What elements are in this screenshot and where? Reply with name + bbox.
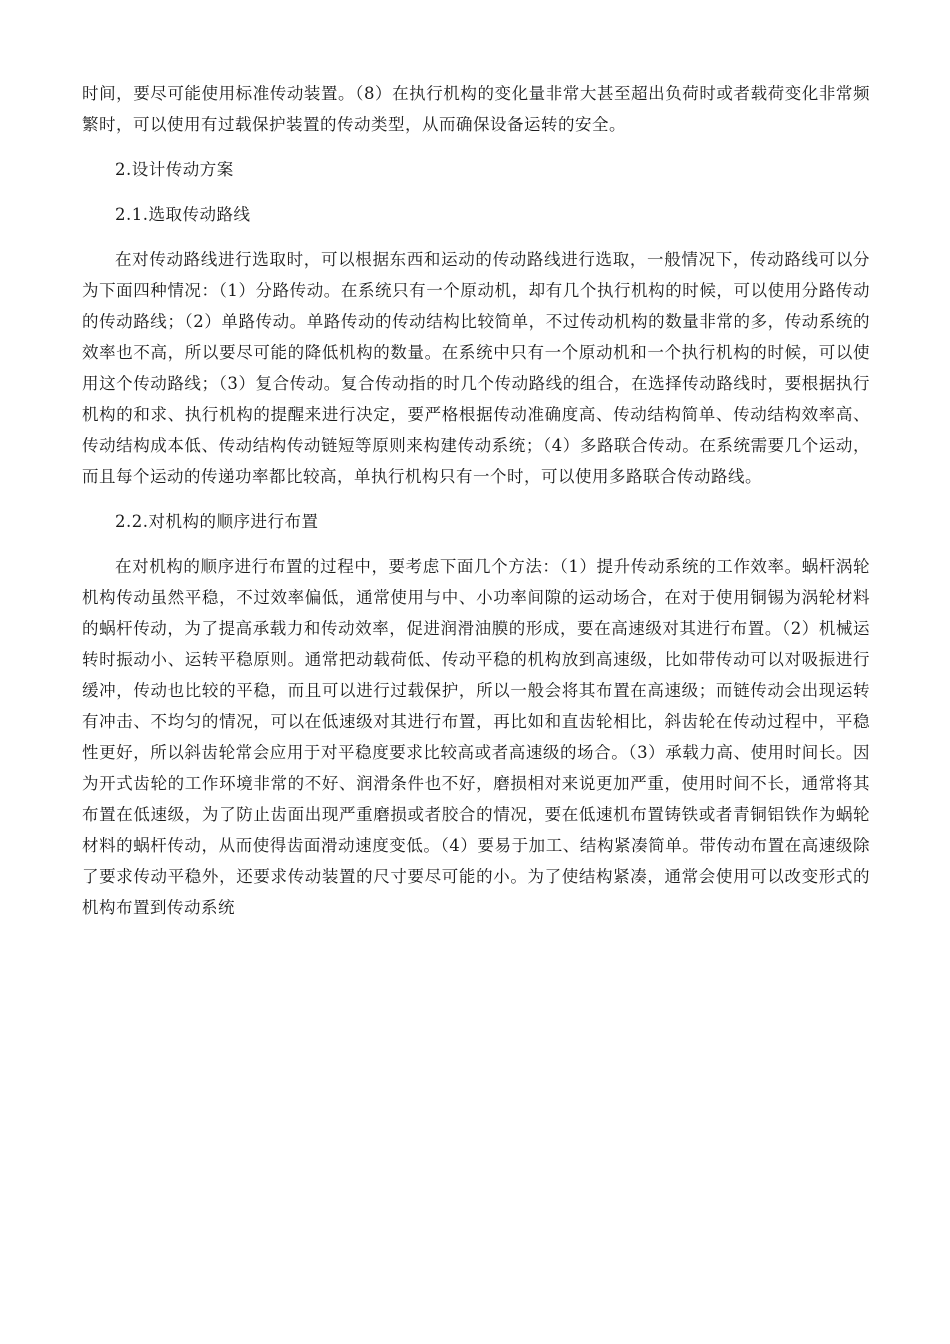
document-page (82, 78, 870, 937)
paragraph-transmission-routes: 在对传动路线进行选取时，可以根据东西和运动的传动路线进行选取，一般情况下，传动路线可以分为下面四种情况：（1）分路传动。在系统只有一个原动机，却有几个执行机构的时候，可以使用分路传动的传动路线；（2）单路传动。单路传动的传动结构比较简单，不过传动机构的数量非常的多，传动系统的效率也不高，所以要尽可能的降低机构的数量。在系统中只有一个原动机和一个执行机构的时候，可以使用这个传动路线；（3）复合传动。复合传动指的时几个传动路线的组合，在选择传动路线时，要根据执行机构的和求、执行机构的提醒来进行决定，要严格根据传动准确度高、传动结构简单、传动结构效率高、传动结构成本低、传动结构传动链短等原则来构建传动系统；（4）多路联合传动。在系统需要几个运动，而且每个运动的传递功率都比较高，单执行机构只有一个时，可以使用多路联合传动路线。 (82, 250, 870, 486)
paragraph-continuation: 时间，要尽可能使用标准传动装置。（8）在执行机构的变化量非常大甚至超出负荷时或者载荷变化非常频繁时，可以使用有过载保护装置的传动类型，从而确保设备运转的安全。 (82, 84, 870, 134)
subsection-heading-2-1: 2.1.选取传动路线 (115, 205, 251, 224)
section-heading-2: 2.设计传动方案 (115, 160, 234, 179)
paragraph-mechanism-order: 在对机构的顺序进行布置的过程中，要考虑下面几个方法：（1）提升传动系统的工作效率。蜗杆涡轮机构传动虽然平稳，不过效率偏低，通常使用与中、小功率间隙的运动场合，在对于使用铜锡为涡轮材料的蜗杆传动，为了提高承载力和传动效率，促进润滑油膜的形成，要在高速级对其进行布置。（2）机械运转时振动小、运转平稳原则。通常把动载荷低、传动平稳的机构放到高速级，比如带传动可以对吸振进行缓冲，传动也比较的平稳，而且可以进行过载保护，所以一般会将其布置在高速级；而链传动会出现运转有冲击、不均匀的情况，可以在低速级对其进行布置，再比如和直齿轮相比，斜齿轮在传动过程中，平稳性更好，所以斜齿轮常会应用于对平稳度要求比较高或者高速级的场合。（3）承载力高、使用时间长。因为开式齿轮的工作环境非常的不好、润滑条件也不好，磨损相对来说更加严重，使用时间不长，通常将其布置在低速级，为了防止齿面出现严重磨损或者胶合的情况，要在低速机布置铸铁或者青铜铝铁作为蜗轮材料的蜗杆传动，从而使得齿面滑动速度变低。（4）要易于加工、结构紧凑简单。带传动布置在高速级除了要求传动平稳外，还要求传动装置的尺寸要尽可能的小。为了使结构紧凑，通常会使用可以改变形式的机构布置到传动系统 (82, 557, 870, 917)
subsection-heading-2-2: 2.2.对机构的顺序进行布置 (115, 512, 319, 531)
